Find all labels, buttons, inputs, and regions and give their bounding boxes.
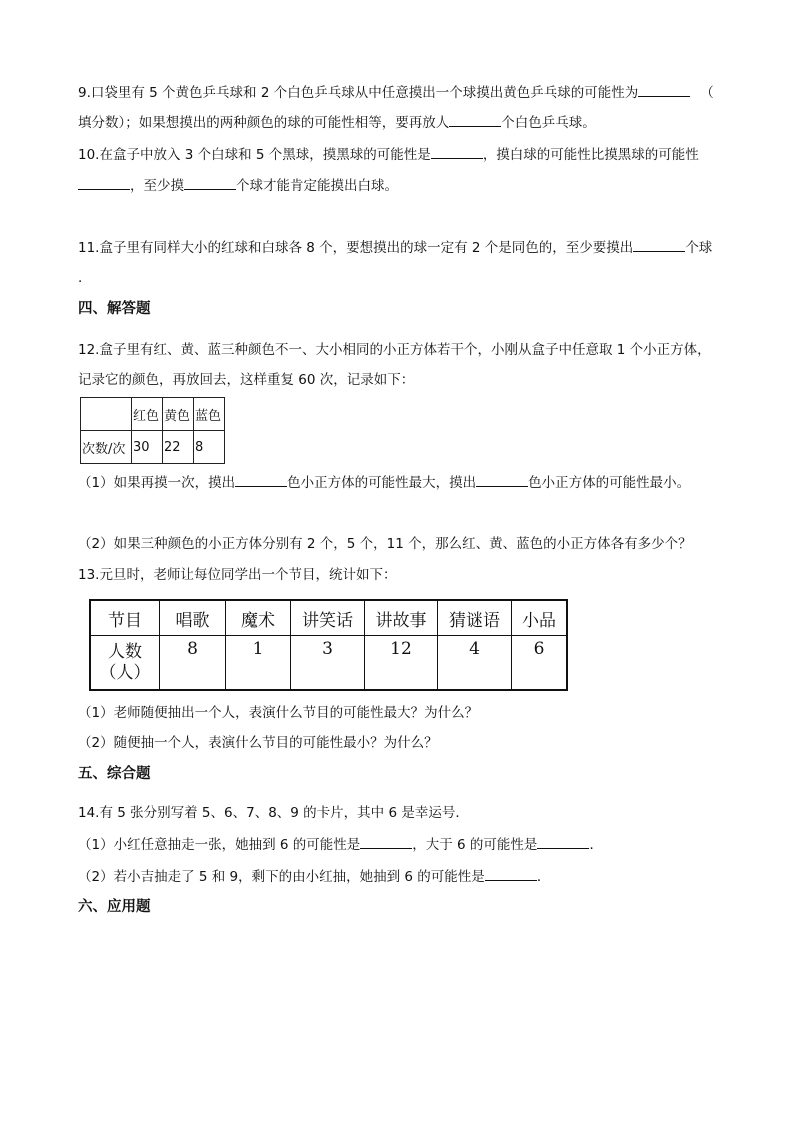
table-header-cell: 讲笑话 [291,600,365,636]
table-header-cell: 黄色 [163,398,194,431]
q12-record-table [80,397,225,464]
table-row-label: 人数 （人） [90,636,160,691]
q14-sub2: （2）若小吉抽走了 5 和 9，剩下的由小红抽，她抽到 6 的可能性是 ． [78,866,550,887]
answer-blank[interactable] [449,112,501,127]
q13-program-table [89,599,568,691]
table-header-cell: 猜谜语 [438,600,512,636]
section-heading-5: 五、综合题 [78,766,151,782]
answer-blank[interactable] [431,144,483,159]
q13-sub1: （1）老师随便抽出一个人，表演什么节目的可能性最大？为什么？ [78,705,479,721]
q12-sub1: （1）如果再摸一次，摸出 色小正方体的可能性最大，摸出 色小正方体的可能性最小。 [78,472,690,493]
q14-sub1: （1）小红任意抽走一张，她抽到 6 的可能性是 ，大于 6 的可能性是 ． [78,834,603,855]
answer-blank[interactable] [184,175,236,190]
table-header-cell: 魔术 [226,600,291,636]
table-cell: 12 [365,636,438,691]
table-cell: 30 [132,431,163,464]
answer-blank[interactable] [360,834,412,849]
table-cell: 4 [438,636,512,691]
table-header-cell: 蓝色 [194,398,225,431]
table-cell: 8 [194,431,225,464]
table-header-cell [81,398,132,431]
q13-sub2: （2）随便抽一个人，表演什么节目的可能性最小？为什么？ [78,735,438,751]
answer-blank[interactable] [78,175,130,190]
table-header-cell: 小品 [512,600,568,636]
table-cell: 8 [160,636,226,691]
q12-line2: 记录它的颜色，再放回去，这样重复 60 次，记录如下： [78,372,415,388]
section-heading-4: 四、解答题 [78,301,151,317]
table-row-label: 次数/次 [81,431,132,464]
q14-line1: 14.有 5 张分别写着 5、6、7、8、9 的卡片，其中 6 是幸运号． [78,805,469,821]
q11-line1: 11.盒子里有同样大小的红球和白球各 8 个，要想摸出的球一定有 2 个是同色的，至少要摸出 个球 [78,237,712,258]
answer-blank[interactable] [235,472,287,487]
answer-blank[interactable] [537,834,589,849]
q12-line1: 12.盒子里有红、黄、蓝三种颜色不一、大小相同的小正方体若干个，小刚从盒子中任意取 1 个小正方体， [78,342,711,358]
answer-blank[interactable] [638,82,690,97]
q9-line2: 填分数）；如果想摸出的两种颜色的球的可能性相等，要再放人 个白色乒乓球。 [78,112,596,133]
section-heading-6: 六、应用题 [78,899,151,915]
q10-line1: 10.在盒子中放入 3 个白球和 5 个黑球，摸黑球的可能性是 ，摸白球的可能性比摸黑球的可能性 [78,144,699,165]
table-header-cell: 节目 [90,600,160,636]
table-cell: 22 [163,431,194,464]
q13-line1: 13.元旦时，老师让每位同学出一个节目，统计如下： [78,567,397,583]
answer-blank[interactable] [633,237,685,252]
answer-blank[interactable] [476,472,528,487]
table-header-cell: 讲故事 [365,600,438,636]
q10-line2: ，至少摸 个球才能肯定能摸出白球。 [78,175,398,196]
q9-line1: 9.口袋里有 5 个黄色乒乓球和 2 个白色乒乓球从中任意摸出一个球摸出黄色乒乓球的可能性为 （ [78,82,714,103]
table-cell: 6 [512,636,568,691]
table-cell: 3 [291,636,365,691]
answer-blank[interactable] [485,866,537,881]
table-header-cell: 红色 [132,398,163,431]
q11-line2: . [78,270,83,286]
table-cell: 1 [226,636,291,691]
table-header-cell: 唱歌 [160,600,226,636]
q12-sub2: （2）如果三种颜色的小正方体分别有 2 个，5 个，11 个，那么红、黄、蓝色的小正方体各有多少个？ [78,536,692,552]
